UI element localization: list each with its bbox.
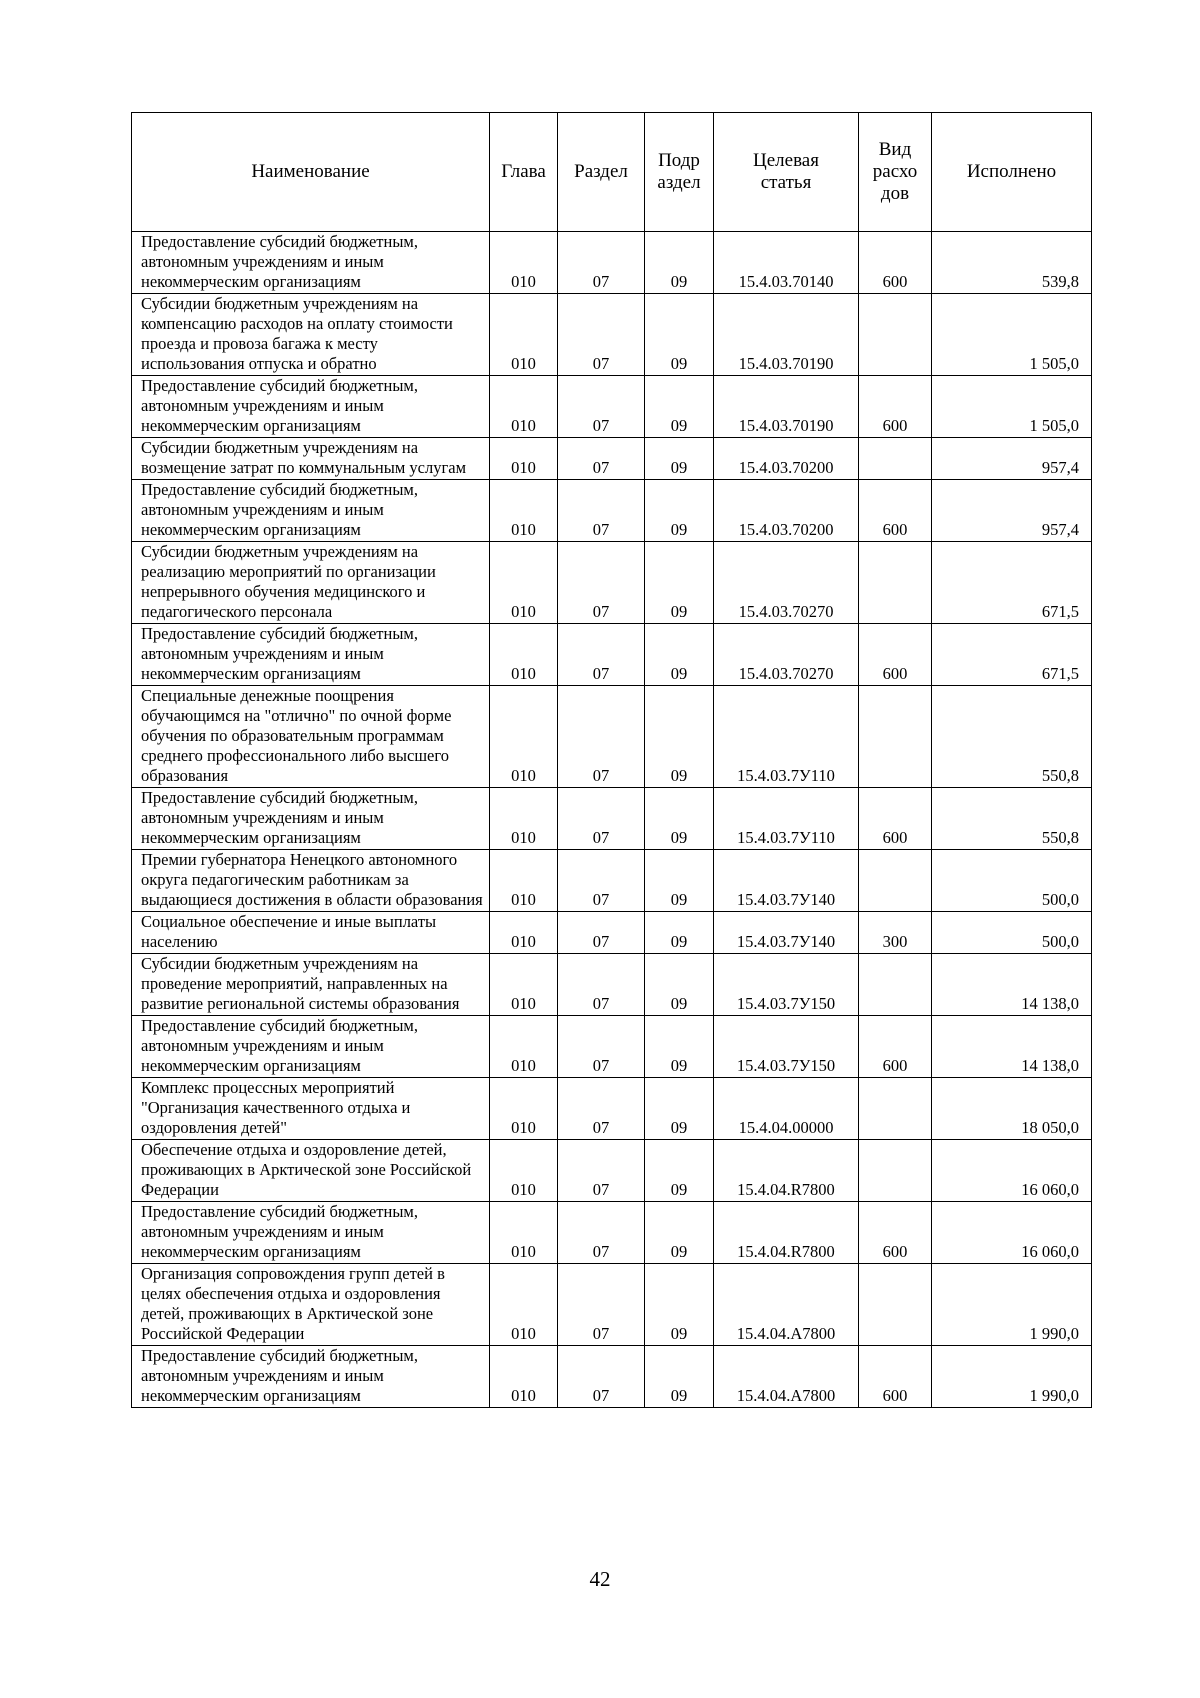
name-cell: Предоставление субсидий бюджетным, автономным учреждениям и иным некоммерческим организациям [132,1016,490,1078]
podrazdel-cell: 09 [645,686,714,788]
glava-cell: 010 [490,1346,558,1408]
razdel-cell: 07 [558,850,645,912]
glava-cell: 010 [490,1264,558,1346]
ispolneno-cell: 1 505,0 [932,376,1092,438]
table-row [132,624,1092,686]
vid-rashodov-cell [859,438,932,480]
vid-rashodov-cell [859,850,932,912]
vid-rashodov-cell [859,954,932,1016]
razdel-cell: 07 [558,1078,645,1140]
podrazdel-cell: 09 [645,1264,714,1346]
celevaya-statya-cell: 15.4.03.70140 [714,232,859,294]
celevaya-statya-cell: 15.4.03.7У110 [714,686,859,788]
glava-cell: 010 [490,542,558,624]
razdel-cell: 07 [558,624,645,686]
table-row [132,232,1092,294]
celevaya-statya-cell: 15.4.03.70200 [714,438,859,480]
podrazdel-cell: 09 [645,1078,714,1140]
name-cell: Предоставление субсидий бюджетным, автономным учреждениям и иным некоммерческим организациям [132,1202,490,1264]
glava-cell: 010 [490,788,558,850]
ispolneno-cell: 18 050,0 [932,1078,1092,1140]
razdel-cell: 07 [558,480,645,542]
name-cell: Специальные денежные поощрения обучающимся на "отлично" по очной форме обучения по образовательным программам среднего профессионального либо высшего образования [132,686,490,788]
ispolneno-cell: 550,8 [932,788,1092,850]
podrazdel-cell: 09 [645,542,714,624]
celevaya-statya-cell: 15.4.03.7У140 [714,850,859,912]
budget-table [131,112,1092,1408]
glava-cell: 010 [490,232,558,294]
podrazdel-cell: 09 [645,1346,714,1408]
celevaya-statya-cell: 15.4.03.7У150 [714,1016,859,1078]
table-row [132,542,1092,624]
celevaya-statya-cell: 15.4.03.70190 [714,376,859,438]
glava-cell: 010 [490,294,558,376]
ispolneno-cell: 957,4 [932,480,1092,542]
table-row [132,912,1092,954]
name-cell: Предоставление субсидий бюджетным, автономным учреждениям и иным некоммерческим организациям [132,788,490,850]
razdel-cell: 07 [558,294,645,376]
vid-rashodov-cell: 300 [859,912,932,954]
header-name: Наименование [132,113,490,232]
name-cell: Социальное обеспечение и иные выплаты населению [132,912,490,954]
razdel-cell: 07 [558,376,645,438]
ispolneno-cell: 14 138,0 [932,954,1092,1016]
glava-cell: 010 [490,1140,558,1202]
ispolneno-cell: 539,8 [932,232,1092,294]
table-row [132,1264,1092,1346]
vid-rashodov-cell [859,1078,932,1140]
name-cell: Премии губернатора Ненецкого автономного округа педагогическим работникам за выдающиеся достижения в области образования [132,850,490,912]
name-cell: Субсидии бюджетным учреждениям на компенсацию расходов на оплату стоимости проезда и провоза багажа к месту использования отпуска и обратно [132,294,490,376]
page-number: 42 [589,1567,611,1591]
name-cell: Предоставление субсидий бюджетным, автономным учреждениям и иным некоммерческим организациям [132,624,490,686]
header-podrazdel: Подр аздел [645,113,714,232]
glava-cell: 010 [490,850,558,912]
razdel-cell: 07 [558,1140,645,1202]
table-row [132,954,1092,1016]
header-glava: Глава [490,113,558,232]
table-row [132,1140,1092,1202]
razdel-cell: 07 [558,1202,645,1264]
podrazdel-cell: 09 [645,954,714,1016]
celevaya-statya-cell: 15.4.04.A7800 [714,1346,859,1408]
celevaya-statya-cell: 15.4.03.70270 [714,624,859,686]
header-ispolneno: Исполнено [932,113,1092,232]
header-celevaya-statya: Целевая статья [714,113,859,232]
ispolneno-cell: 16 060,0 [932,1140,1092,1202]
podrazdel-cell: 09 [645,480,714,542]
glava-cell: 010 [490,1078,558,1140]
vid-rashodov-cell [859,542,932,624]
name-cell: Комплекс процессных мероприятий "Организация качественного отдыха и оздоровления детей" [132,1078,490,1140]
ispolneno-cell: 671,5 [932,624,1092,686]
name-cell: Обеспечение отдыха и оздоровление детей, проживающих в Арктической зоне Российской Федерации [132,1140,490,1202]
razdel-cell: 07 [558,788,645,850]
vid-rashodov-cell: 600 [859,1346,932,1408]
podrazdel-cell: 09 [645,232,714,294]
table-row [132,1202,1092,1264]
podrazdel-cell: 09 [645,788,714,850]
ispolneno-cell: 500,0 [932,912,1092,954]
vid-rashodov-cell: 600 [859,232,932,294]
razdel-cell: 07 [558,686,645,788]
razdel-cell: 07 [558,1264,645,1346]
vid-rashodov-cell [859,1140,932,1202]
glava-cell: 010 [490,1202,558,1264]
glava-cell: 010 [490,438,558,480]
ispolneno-cell: 1 990,0 [932,1264,1092,1346]
celevaya-statya-cell: 15.4.03.7У150 [714,954,859,1016]
table-header [132,113,1092,232]
razdel-cell: 07 [558,542,645,624]
name-cell: Предоставление субсидий бюджетным, автономным учреждениям и иным некоммерческим организациям [132,376,490,438]
ispolneno-cell: 957,4 [932,438,1092,480]
celevaya-statya-cell: 15.4.03.70270 [714,542,859,624]
celevaya-statya-cell: 15.4.04.A7800 [714,1264,859,1346]
podrazdel-cell: 09 [645,1140,714,1202]
razdel-cell: 07 [558,1016,645,1078]
glava-cell: 010 [490,912,558,954]
name-cell: Предоставление субсидий бюджетным, автономным учреждениям и иным некоммерческим организациям [132,1346,490,1408]
vid-rashodov-cell [859,686,932,788]
celevaya-statya-cell: 15.4.04.00000 [714,1078,859,1140]
header-razdel: Раздел [558,113,645,232]
ispolneno-cell: 500,0 [932,850,1092,912]
vid-rashodov-cell: 600 [859,480,932,542]
vid-rashodov-cell: 600 [859,1016,932,1078]
vid-rashodov-cell: 600 [859,624,932,686]
vid-rashodov-cell: 600 [859,1202,932,1264]
celevaya-statya-cell: 15.4.03.70190 [714,294,859,376]
razdel-cell: 07 [558,438,645,480]
vid-rashodov-cell [859,1264,932,1346]
ispolneno-cell: 14 138,0 [932,1016,1092,1078]
name-cell: Предоставление субсидий бюджетным, автономным учреждениям и иным некоммерческим организациям [132,480,490,542]
razdel-cell: 07 [558,954,645,1016]
table-row [132,686,1092,788]
razdel-cell: 07 [558,1346,645,1408]
ispolneno-cell: 550,8 [932,686,1092,788]
table-row [132,1016,1092,1078]
name-cell: Субсидии бюджетным учреждениям на реализацию мероприятий по организации непрерывного обучения медицинского и педагогического персонала [132,542,490,624]
celevaya-statya-cell: 15.4.03.7У110 [714,788,859,850]
table-row [132,438,1092,480]
glava-cell: 010 [490,624,558,686]
name-cell: Субсидии бюджетным учреждениям на возмещение затрат по коммунальным услугам [132,438,490,480]
razdel-cell: 07 [558,912,645,954]
celevaya-statya-cell: 15.4.03.70200 [714,480,859,542]
vid-rashodov-cell [859,294,932,376]
vid-rashodov-cell: 600 [859,376,932,438]
table-row [132,294,1092,376]
ispolneno-cell: 1 990,0 [932,1346,1092,1408]
ispolneno-cell: 1 505,0 [932,294,1092,376]
podrazdel-cell: 09 [645,1202,714,1264]
table-row [132,1078,1092,1140]
table-row [132,850,1092,912]
glava-cell: 010 [490,376,558,438]
podrazdel-cell: 09 [645,624,714,686]
ispolneno-cell: 671,5 [932,542,1092,624]
vid-rashodov-cell: 600 [859,788,932,850]
glava-cell: 010 [490,686,558,788]
podrazdel-cell: 09 [645,438,714,480]
table-row [132,376,1092,438]
table-row [132,788,1092,850]
podrazdel-cell: 09 [645,376,714,438]
celevaya-statya-cell: 15.4.04.R7800 [714,1140,859,1202]
glava-cell: 010 [490,1016,558,1078]
glava-cell: 010 [490,480,558,542]
celevaya-statya-cell: 15.4.03.7У140 [714,912,859,954]
podrazdel-cell: 09 [645,1016,714,1078]
table-body [132,232,1092,1408]
ispolneno-cell: 16 060,0 [932,1202,1092,1264]
podrazdel-cell: 09 [645,294,714,376]
razdel-cell: 07 [558,232,645,294]
header-vid-rashodov: Вид расхо дов [859,113,932,232]
table-row [132,1346,1092,1408]
podrazdel-cell: 09 [645,850,714,912]
name-cell: Предоставление субсидий бюджетным, автономным учреждениям и иным некоммерческим организациям [132,232,490,294]
podrazdel-cell: 09 [645,912,714,954]
celevaya-statya-cell: 15.4.04.R7800 [714,1202,859,1264]
name-cell: Организация сопровождения групп детей в целях обеспечения отдыха и оздоровления детей, проживающих в Арктической зоне Российской Федерации [132,1264,490,1346]
table-row [132,480,1092,542]
name-cell: Субсидии бюджетным учреждениям на проведение мероприятий, направленных на развитие региональной системы образования [132,954,490,1016]
glava-cell: 010 [490,954,558,1016]
